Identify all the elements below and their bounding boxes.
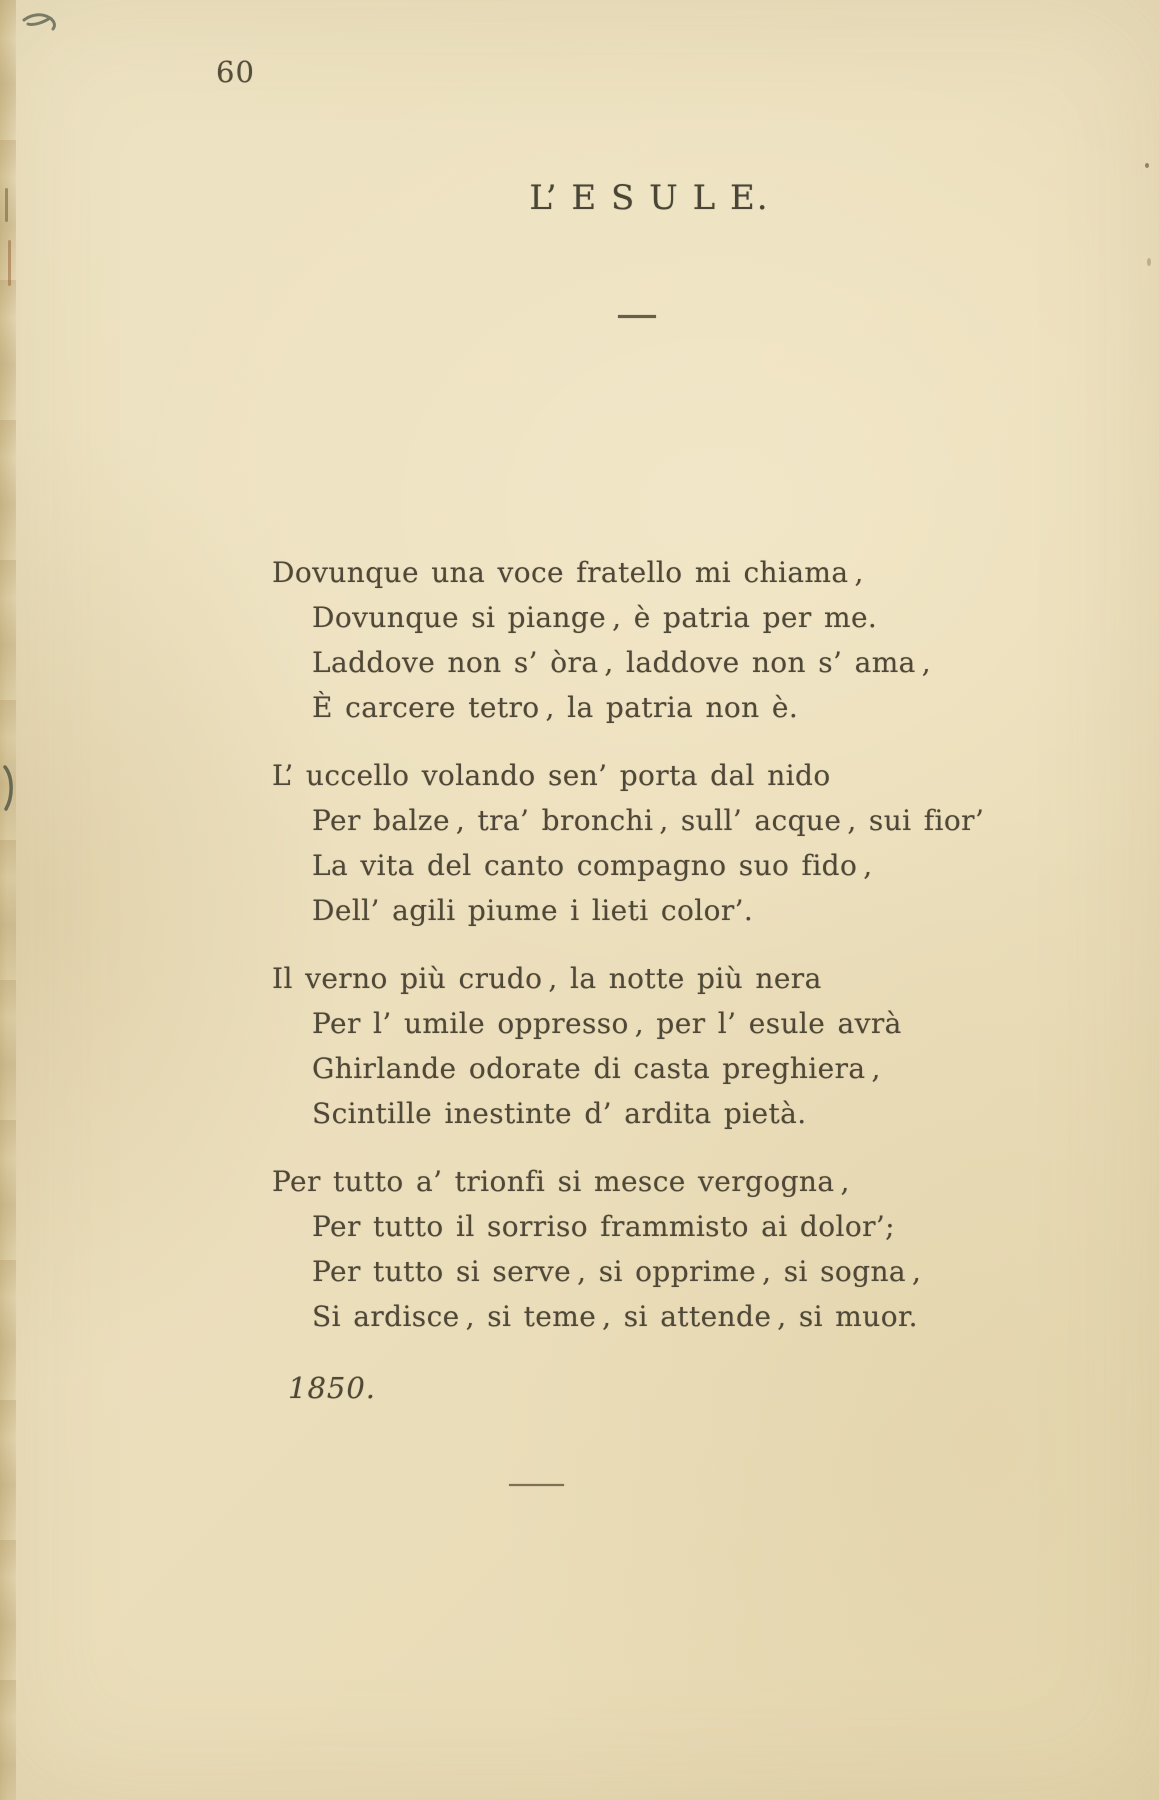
footer-divider bbox=[509, 1484, 564, 1486]
poem-line: Scintille inestinte d’ ardita pietà. bbox=[312, 1097, 807, 1130]
poem-line: Per tutto si serve , si opprime , si sogna , bbox=[312, 1255, 922, 1288]
stanza-1 bbox=[272, 550, 1092, 730]
page-edge-mark-streak bbox=[5, 188, 8, 222]
title-divider bbox=[618, 315, 656, 318]
page-edge-speck bbox=[1145, 163, 1149, 168]
poem-line: Ghirlande odorate di casta preghiera , bbox=[312, 1052, 881, 1085]
stanza-3 bbox=[272, 956, 1092, 1136]
poem-title: L’ E S U L E. bbox=[529, 178, 770, 218]
poem-line: Dovunque si piange , è patria per me. bbox=[312, 601, 878, 634]
page-number: 60 bbox=[216, 55, 255, 89]
poem-line: Dell’ agili piume i lieti color’. bbox=[312, 894, 754, 927]
poem-date: 1850. bbox=[288, 1371, 377, 1405]
poem-body bbox=[272, 550, 1092, 1339]
poem-line: È carcere tetro , la patria non è. bbox=[312, 691, 799, 724]
page-edge-mark-squiggle bbox=[20, 12, 66, 38]
poem-line: Per l’ umile oppresso , per l’ esule avrà bbox=[312, 1007, 902, 1040]
stanza-4 bbox=[272, 1159, 1092, 1339]
stanza-2 bbox=[272, 753, 1092, 933]
poem-line: Per tutto il sorriso frammisto ai dolor’; bbox=[312, 1210, 896, 1243]
poem-line: Dovunque una voce fratello mi chiama , bbox=[272, 556, 864, 589]
poem-line: Laddove non s’ òra , laddove non s’ ama , bbox=[312, 646, 932, 679]
poem-line: Il verno più crudo , la notte più nera bbox=[272, 962, 822, 995]
poem-line: L’ uccello volando sen’ porta dal nido bbox=[272, 759, 831, 792]
poem-line: Per balze , tra’ bronchi , sull’ acque , sui fior’ bbox=[312, 804, 985, 837]
page-edge-speck bbox=[1147, 258, 1151, 266]
poem-line: Si ardisce , si teme , si attende , si muor. bbox=[312, 1300, 918, 1333]
poem-line: Per tutto a’ trionfi si mesce vergogna , bbox=[272, 1165, 850, 1198]
page-edge-mark-streak bbox=[8, 240, 11, 286]
poem-line: La vita del canto compagno suo fido , bbox=[312, 849, 873, 882]
